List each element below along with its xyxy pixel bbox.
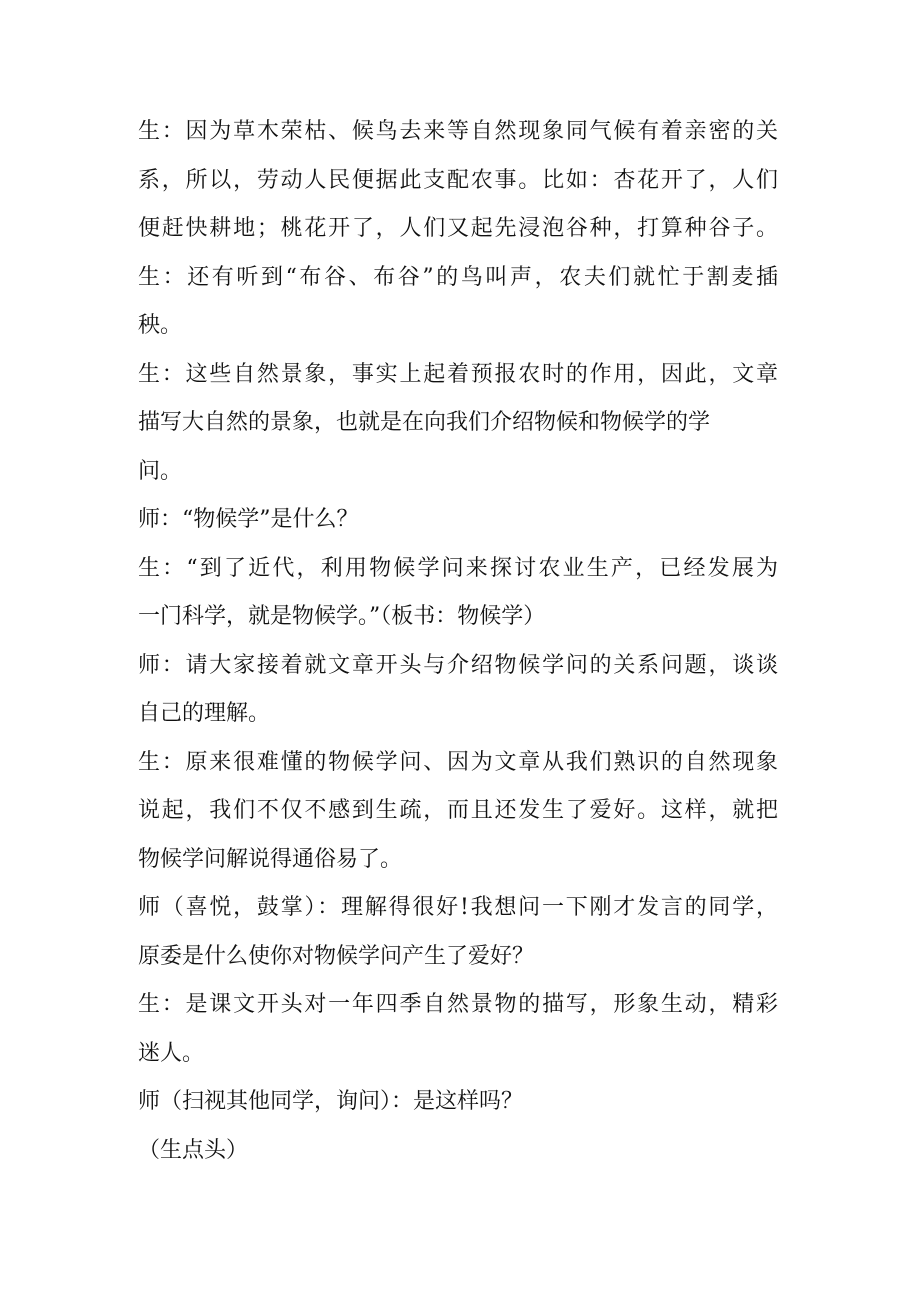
- text-line: 生：原来很难懂的物候学问、因为文章从我们熟识的自然现象: [138, 749, 778, 775]
- text-line: 问。: [138, 458, 183, 484]
- text-line: 生：还有听到“布谷、布谷”的鸟叫声，农夫们就忙于割麦插: [138, 264, 778, 290]
- text-line: 师：请大家接着就文章开头与介绍物候学问的关系问题，谈谈: [138, 652, 778, 678]
- document-body: [138, 108, 778, 1175]
- text-line: 师（喜悦，鼓掌）：理解得很好!我想问一下刚才发言的同学，: [138, 895, 778, 920]
- text-line: 秧。: [138, 313, 183, 338]
- text-line: 师：“物候学”是什么？: [138, 507, 359, 532]
- text-line: 生：“到了近代，利用物候学问来探讨农业生产，已经发展为: [138, 555, 778, 581]
- text-line: 系，所以，劳动人民便据此支配农事。比如：杏花开了，人们: [138, 167, 778, 193]
- text-line: 便赶快耕地；桃花开了，人们又起先浸泡谷种，打算种谷子。: [138, 216, 778, 241]
- text-line: 生：是课文开头对一年四季自然景物的描写，形象生动，精彩: [138, 992, 778, 1017]
- text-line: 生：这些自然景象，事实上起着预报农时的作用，因此，文章: [138, 361, 778, 387]
- text-line: 物候学问解说得通俗易了。: [138, 846, 403, 872]
- text-line: （生点头）: [138, 1137, 249, 1163]
- text-line: 自己的理解。: [138, 701, 271, 726]
- text-line: 描写大自然的景象，也就是在向我们介绍物候和物候学的学: [138, 410, 711, 435]
- text-line: 原委是什么使你对物候学问产生了爱好？: [138, 943, 535, 969]
- text-line: 生：因为草木荣枯、候鸟去来等自然现象同气候有着亲密的关: [138, 119, 778, 144]
- text-line: 师（扫视其他同学，询问）：是这样吗？: [138, 1089, 524, 1114]
- text-line: 说起，我们不仅不感到生疏，而且还发生了爱好。这样，就把: [138, 798, 778, 823]
- text-line: 迷人。: [138, 1040, 205, 1066]
- text-line: 一门科学，就是物候学。”（板书：物候学）: [138, 604, 546, 629]
